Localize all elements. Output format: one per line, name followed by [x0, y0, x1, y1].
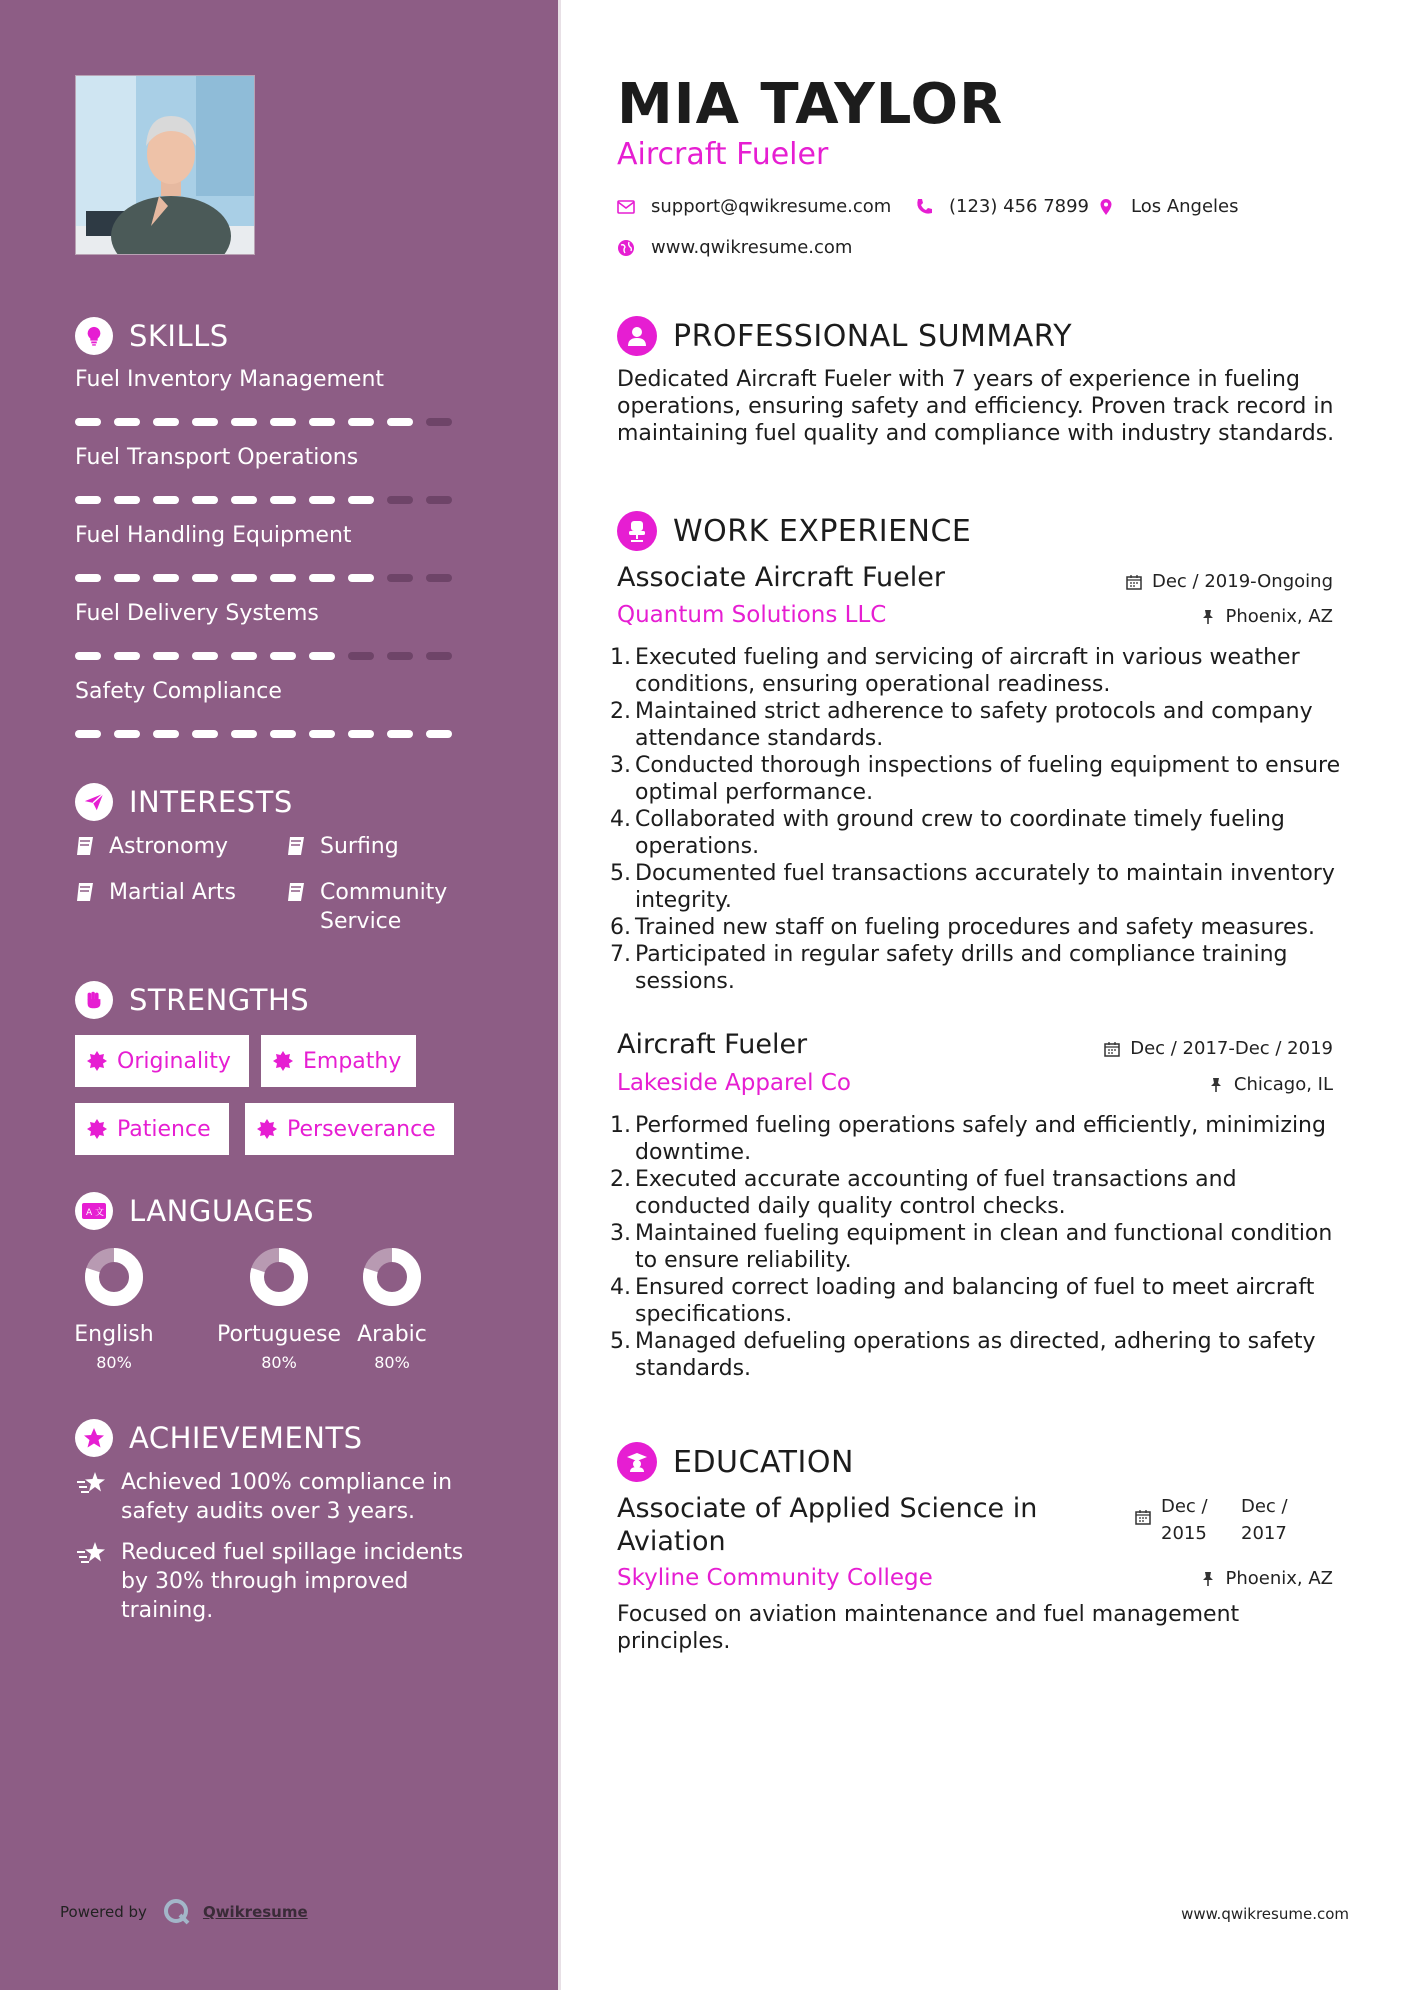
- summary-text: Dedicated Aircraft Fueler with 7 years of experience in fueling operations, ensuring safety and efficiency. Proven track record in maintaining fuel quality and compliance with industry standards.: [617, 367, 1335, 446]
- qwikresume-logo-icon: [163, 1898, 191, 1926]
- skill-level-dash: [192, 418, 218, 426]
- responsibility-item: 4. Ensured correct loading and balancing of fuel to meet aircraft specifications.: [610, 1275, 1315, 1327]
- language-item: [322, 1246, 462, 1372]
- interest-label: Martial Arts: [109, 880, 237, 905]
- fist-icon: [75, 981, 113, 1019]
- skill-level-dash: [387, 574, 413, 582]
- skill-level-dash: [231, 652, 257, 660]
- skill-level-dash: [75, 574, 101, 582]
- experience-title: WORK EXPERIENCE: [673, 513, 972, 549]
- degree-line: Aviation: [617, 1526, 726, 1557]
- star-icon: [75, 1419, 113, 1457]
- responsibility-item: 6. Trained new staff on fueling procedures and safety measures.: [610, 915, 1315, 940]
- job-dates-text: Dec / 2019-Ongoing: [1152, 571, 1333, 592]
- skill-level-dash: [75, 496, 101, 504]
- strengths-title: STRENGTHS: [129, 983, 310, 1017]
- responsibility-item: 7. Participated in regular safety drills and compliance training sessions.: [610, 942, 1288, 994]
- contact-location: [1097, 196, 1239, 217]
- job-title: Associate Aircraft Fueler: [617, 562, 945, 593]
- skill-level-dash: [75, 418, 101, 426]
- map-pin-icon: [1097, 198, 1115, 216]
- skill-level-dash: [270, 574, 296, 582]
- responsibility-item: 2. Executed accurate accounting of fuel transactions and conducted daily quality control checks.: [610, 1167, 1237, 1219]
- skill-level-dash: [75, 730, 101, 738]
- globe-icon: [617, 239, 635, 257]
- skill-level-dash: [231, 418, 257, 426]
- strengths-heading: [75, 980, 309, 1020]
- skill-level-dash: [426, 418, 452, 426]
- skill-level-dash: [426, 574, 452, 582]
- degree-line: Associate of Applied Science in: [617, 1493, 1038, 1524]
- book-icon: [75, 881, 95, 903]
- skill-level-dash: [426, 730, 452, 738]
- skill-level-dash: [75, 652, 101, 660]
- language-name: Arabic: [357, 1322, 427, 1347]
- skill-level-dash: [192, 652, 218, 660]
- skill-level-dash: [114, 574, 140, 582]
- skill-level-dash: [387, 418, 413, 426]
- language-name: Portuguese: [217, 1322, 341, 1347]
- education-title: EDUCATION: [673, 1444, 854, 1480]
- candidate-role: Aircraft Fueler: [617, 137, 829, 172]
- skill-bar: [75, 730, 452, 738]
- book-icon: [75, 835, 95, 857]
- skill-level-dash: [309, 496, 335, 504]
- skill-bar: [75, 496, 452, 504]
- book-icon: [286, 881, 306, 903]
- footer-url[interactable]: www.qwikresume.com: [1181, 1905, 1349, 1923]
- skill-level-dash: [270, 496, 296, 504]
- strength-badge: [75, 1103, 229, 1155]
- email-text: support@qwikresume.com: [651, 196, 892, 217]
- education-location: [1200, 1568, 1334, 1589]
- experience-heading: [617, 510, 971, 552]
- phone-icon: [915, 198, 933, 216]
- skill-level-dash: [114, 418, 140, 426]
- company-name: Lakeside Apparel Co: [617, 1070, 851, 1096]
- skill-level-dash: [153, 496, 179, 504]
- user-icon: [617, 316, 657, 356]
- skill-level-dash: [153, 730, 179, 738]
- job-dates: [1126, 571, 1333, 592]
- pushpin-icon: [1200, 609, 1216, 625]
- responsibility-item: 3. Conducted thorough inspections of fueling equipment to ensure optimal performance.: [610, 753, 1341, 805]
- strength-badge: [261, 1035, 416, 1087]
- phone-text: (123) 456 7899: [949, 196, 1090, 217]
- skill-bar: [75, 574, 452, 582]
- education-start: Dec / 2015: [1161, 1496, 1208, 1544]
- skill-level-dash: [348, 574, 374, 582]
- skill-name: Fuel Transport Operations: [75, 445, 359, 470]
- summary-title: PROFESSIONAL SUMMARY: [673, 318, 1073, 354]
- strength-label: Originality: [117, 1048, 231, 1074]
- strength-label: Patience: [117, 1116, 211, 1142]
- responsibility-item: 4. Collaborated with ground crew to coordinate timely fueling operations.: [610, 807, 1285, 859]
- skill-bar: [75, 652, 452, 660]
- calendar-icon: [1135, 1509, 1151, 1525]
- language-name: English: [74, 1322, 154, 1347]
- skill-level-dash: [270, 652, 296, 660]
- responsibility-item: 5. Managed defueling operations as directed, adhering to safety standards.: [610, 1329, 1316, 1381]
- translate-icon: [75, 1192, 113, 1230]
- skill-level-dash: [192, 574, 218, 582]
- strength-label: Perseverance: [287, 1116, 436, 1142]
- candidate-name: MIA TAYLOR: [617, 72, 1004, 137]
- office-chair-icon: [617, 511, 657, 551]
- skill-level-dash: [387, 730, 413, 738]
- skill-level-dash: [192, 496, 218, 504]
- achievement-text: Achieved 100% compliance in safety audits over 3 years.: [121, 1470, 453, 1524]
- skill-level-dash: [231, 496, 257, 504]
- badge-icon: [87, 1051, 107, 1071]
- skill-level-dash: [309, 418, 335, 426]
- interests-heading: [75, 782, 293, 822]
- job-location-text: Chicago, IL: [1233, 1074, 1333, 1095]
- contact-website[interactable]: [617, 237, 852, 258]
- paper-plane-icon: [75, 783, 113, 821]
- achievement-item: [75, 1468, 485, 1526]
- degree-title: [617, 1492, 1037, 1558]
- book-icon: [286, 835, 306, 857]
- job-location: [1208, 1074, 1333, 1095]
- language-percent: 80%: [261, 1353, 297, 1372]
- language-percent: 80%: [374, 1353, 410, 1372]
- skill-level-dash: [153, 652, 179, 660]
- skill-level-dash: [387, 496, 413, 504]
- skill-level-dash: [153, 574, 179, 582]
- strength-label: Empathy: [303, 1048, 402, 1074]
- pushpin-icon: [1200, 1571, 1216, 1587]
- education-dates: [1135, 1493, 1311, 1547]
- skill-name: Fuel Handling Equipment: [75, 523, 352, 548]
- calendar-icon: [1104, 1041, 1120, 1057]
- skill-name: Fuel Inventory Management: [75, 367, 385, 392]
- skills-heading: [75, 316, 229, 356]
- achievements-heading: [75, 1418, 363, 1458]
- skill-bar: [75, 418, 452, 426]
- badge-icon: [257, 1119, 277, 1139]
- job-dates-text: Dec / 2017-Dec / 2019: [1130, 1038, 1333, 1059]
- contact-phone[interactable]: [915, 196, 1089, 217]
- achievement-text: Reduced fuel spillage incidents by 30% through improved training.: [121, 1540, 464, 1623]
- language-ring: [248, 1246, 310, 1308]
- skill-level-dash: [309, 652, 335, 660]
- skill-level-dash: [231, 574, 257, 582]
- strength-badge: [245, 1103, 454, 1155]
- website-text: www.qwikresume.com: [651, 237, 853, 258]
- skill-level-dash: [426, 652, 452, 660]
- shooting-star-icon: [75, 1540, 107, 1568]
- education-text: Focused on aviation maintenance and fuel management principles.: [617, 1602, 1240, 1654]
- skill-level-dash: [270, 730, 296, 738]
- languages-heading: [75, 1191, 314, 1231]
- interest-item: [75, 832, 228, 861]
- calendar-icon: [1126, 574, 1142, 590]
- graduate-icon: [617, 1442, 657, 1482]
- svg-text:文: 文: [95, 1208, 105, 1218]
- education-end: Dec / 2017: [1241, 1496, 1288, 1544]
- skill-level-dash: [231, 730, 257, 738]
- skills-title: SKILLS: [129, 319, 229, 353]
- language-item: [44, 1246, 184, 1372]
- skill-level-dash: [309, 730, 335, 738]
- responsibility-item: 1. Executed fueling and servicing of aircraft in various weather conditions, ensuring operational readiness.: [610, 645, 1300, 697]
- skill-level-dash: [114, 496, 140, 504]
- strength-badge: [75, 1035, 249, 1087]
- skill-level-dash: [309, 574, 335, 582]
- interest-item: [75, 878, 236, 907]
- responsibility-item: 3. Maintained fueling equipment in clean and functional condition to ensure reliability.: [610, 1221, 1333, 1273]
- achievements-title: ACHIEVEMENTS: [129, 1421, 363, 1455]
- pushpin-icon: [1208, 1077, 1224, 1093]
- skill-level-dash: [192, 730, 218, 738]
- languages-title: LANGUAGES: [129, 1194, 315, 1228]
- job-location: [1200, 606, 1334, 627]
- profile-photo: [75, 75, 255, 255]
- education-location-text: Phoenix, AZ: [1225, 1568, 1333, 1589]
- sidebar-divider: [558, 0, 561, 1990]
- language-ring: [83, 1246, 145, 1308]
- skill-name: Safety Compliance: [75, 679, 282, 704]
- badge-icon: [87, 1119, 107, 1139]
- skill-level-dash: [387, 652, 413, 660]
- company-name: Quantum Solutions LLC: [617, 602, 887, 628]
- job-dates: [1104, 1038, 1333, 1059]
- skill-level-dash: [348, 652, 374, 660]
- contact-email[interactable]: [617, 196, 891, 217]
- envelope-icon: [617, 198, 635, 216]
- skill-level-dash: [348, 418, 374, 426]
- shooting-star-icon: [75, 1470, 107, 1498]
- interest-label: Surfing: [320, 834, 399, 859]
- responsibility-list: [610, 644, 1350, 995]
- responsibility-list: [610, 1112, 1350, 1382]
- interest-item: [286, 878, 486, 936]
- education-heading: [617, 1441, 854, 1483]
- responsibility-item: 2. Maintained strict adherence to safety protocols and company attendance standards.: [610, 699, 1313, 751]
- achievement-item: [75, 1538, 485, 1625]
- school-name: Skyline Community College: [617, 1565, 933, 1591]
- skill-level-dash: [114, 652, 140, 660]
- interest-label: Astronomy: [109, 834, 229, 859]
- summary-heading: [617, 315, 1072, 357]
- job-title: Aircraft Fueler: [617, 1029, 808, 1060]
- language-percent: 80%: [96, 1353, 132, 1372]
- powered-by-label: Powered by: [60, 1903, 147, 1921]
- interests-title: INTERESTS: [129, 785, 293, 819]
- language-ring: [361, 1246, 423, 1308]
- powered-by: [60, 1898, 308, 1926]
- lightbulb-icon: [75, 317, 113, 355]
- skill-level-dash: [348, 496, 374, 504]
- skill-level-dash: [270, 418, 296, 426]
- skill-name: Fuel Delivery Systems: [75, 601, 319, 626]
- badge-icon: [273, 1051, 293, 1071]
- interest-label: Community Service: [320, 880, 448, 934]
- location-text: Los Angeles: [1131, 196, 1239, 217]
- svg-text:A: A: [86, 1208, 93, 1218]
- responsibility-item: 1. Performed fueling operations safely and efficiently, minimizing downtime.: [610, 1113, 1326, 1165]
- skill-level-dash: [114, 730, 140, 738]
- skill-level-dash: [426, 496, 452, 504]
- responsibility-item: 5. Documented fuel transactions accurately to maintain inventory integrity.: [610, 861, 1335, 913]
- job-location-text: Phoenix, AZ: [1225, 606, 1333, 627]
- skill-level-dash: [153, 418, 179, 426]
- interest-item: [286, 832, 399, 861]
- qwikresume-link[interactable]: Qwikresume: [202, 1903, 308, 1921]
- skill-level-dash: [348, 730, 374, 738]
